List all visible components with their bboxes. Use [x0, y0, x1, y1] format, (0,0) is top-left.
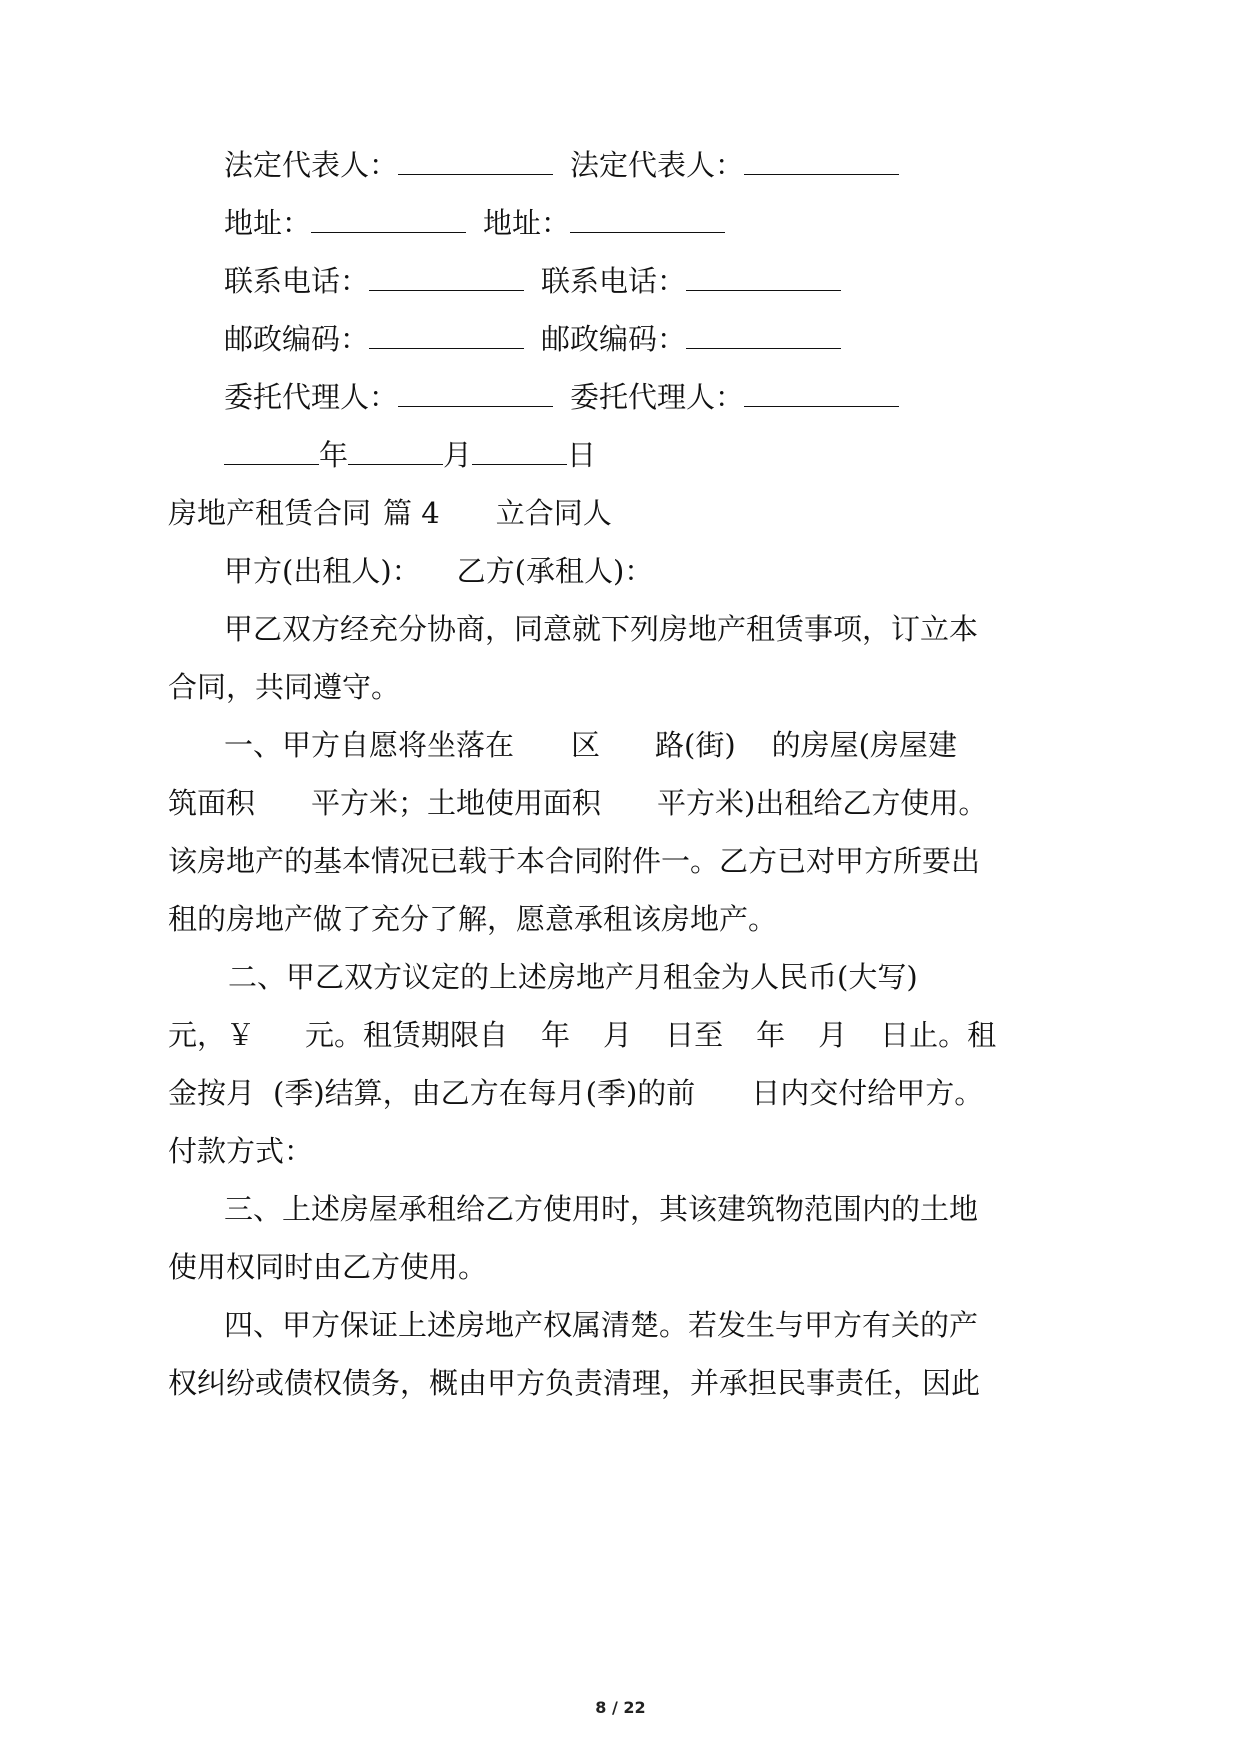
text-segment: 元。租赁期限自	[305, 1018, 509, 1052]
address-blank-b	[570, 204, 725, 233]
text-segment: 的房屋(房屋建	[771, 728, 957, 762]
text-segment: 平方米；土地使用面积	[311, 786, 602, 820]
address-blank-a	[311, 204, 466, 233]
legal-rep-label-b: 法定代表人：	[570, 148, 745, 182]
text-line: 四、甲方保证上述房地产权属清楚。若发生与甲方有关的产	[224, 1308, 979, 1342]
text-line	[168, 1015, 996, 1055]
agent-label-a: 委托代理人：	[224, 380, 399, 414]
text-segment: 筑面积	[168, 786, 256, 820]
text-segment: 日内交付给甲方。	[751, 1076, 984, 1110]
text-segment: 平方米)出租给乙方使用。	[657, 786, 988, 820]
text-segment: 元，￥	[168, 1018, 256, 1052]
text-segment: 月	[603, 1018, 633, 1052]
legal-rep-blank-b	[744, 146, 899, 175]
address-row	[224, 203, 725, 243]
text-line: 三、上述房屋承租给乙方使用时，其该建筑物范围内的土地	[224, 1192, 979, 1226]
postcode-blank-a	[369, 320, 524, 349]
parties-row	[224, 551, 653, 591]
text-segment: 金按月	[168, 1076, 256, 1110]
legal-rep-label-a: 法定代表人：	[224, 148, 399, 182]
section-title: 房地产租赁合同	[168, 496, 372, 530]
page-number: 8 / 22	[595, 1698, 646, 1717]
text-line: 付款方式：	[168, 1134, 314, 1168]
text-line	[168, 783, 987, 823]
agent-blank-a	[398, 378, 553, 407]
legal-rep-row	[224, 145, 899, 185]
text-line: 二、甲乙双方议定的上述房地产月租金为人民币(大写)	[228, 960, 918, 994]
postcode-row	[224, 319, 841, 359]
address-label-b: 地址：	[483, 206, 571, 240]
text-segment: (季)结算，由乙方在每月(季)的前	[273, 1076, 696, 1110]
year-label: 年	[319, 438, 349, 472]
text-line: 权纠纷或债权债务，概由甲方负责清理，并承担民事责任，因此	[168, 1366, 981, 1400]
text-segment: 路(街)	[655, 728, 736, 762]
text-line: 租的房地产做了充分了解，愿意承租该房地产。	[168, 902, 778, 936]
agent-row	[224, 377, 899, 417]
text-segment: 日止。租	[880, 1018, 997, 1052]
date-row	[224, 435, 596, 475]
party-b-label: 乙方(承租人)：	[456, 554, 654, 588]
text-line: 该房地产的基本情况已载于本合同附件一。乙方已对甲方所要出	[168, 844, 981, 878]
section-heading	[168, 493, 612, 533]
phone-blank-a	[369, 262, 524, 291]
text-line: 甲乙双方经充分协商，同意就下列房地产租赁事项，订立本	[224, 612, 979, 646]
section-subtitle: 立合同人	[495, 496, 612, 530]
text-segment: 日至	[665, 1018, 724, 1052]
text-line	[168, 1073, 983, 1113]
text-segment: 一、甲方自愿将坐落在	[224, 728, 515, 762]
day-label: 日	[567, 438, 597, 472]
day-blank	[472, 436, 567, 465]
text-line: 合同，共同遵守。	[168, 670, 401, 704]
phone-blank-b	[686, 262, 841, 291]
party-a-label: 甲方(出租人)：	[224, 554, 421, 588]
section-part: 篇 4	[383, 496, 440, 530]
text-segment: 年	[756, 1018, 786, 1052]
year-blank	[224, 436, 319, 465]
phone-label-b: 联系电话：	[541, 264, 687, 298]
text-line	[224, 725, 957, 765]
text-segment: 月	[818, 1018, 848, 1052]
agent-label-b: 委托代理人：	[570, 380, 745, 414]
address-label-a: 地址：	[224, 206, 312, 240]
phone-row	[224, 261, 841, 301]
postcode-label-b: 邮政编码：	[541, 322, 687, 356]
legal-rep-blank-a	[398, 146, 553, 175]
month-label: 月	[443, 438, 473, 472]
month-blank	[348, 436, 443, 465]
postcode-blank-b	[686, 320, 841, 349]
postcode-label-a: 邮政编码：	[224, 322, 370, 356]
text-line: 使用权同时由乙方使用。	[168, 1250, 488, 1284]
agent-blank-b	[744, 378, 899, 407]
phone-label-a: 联系电话：	[224, 264, 370, 298]
text-segment: 区	[571, 728, 601, 762]
text-segment: 年	[541, 1018, 571, 1052]
